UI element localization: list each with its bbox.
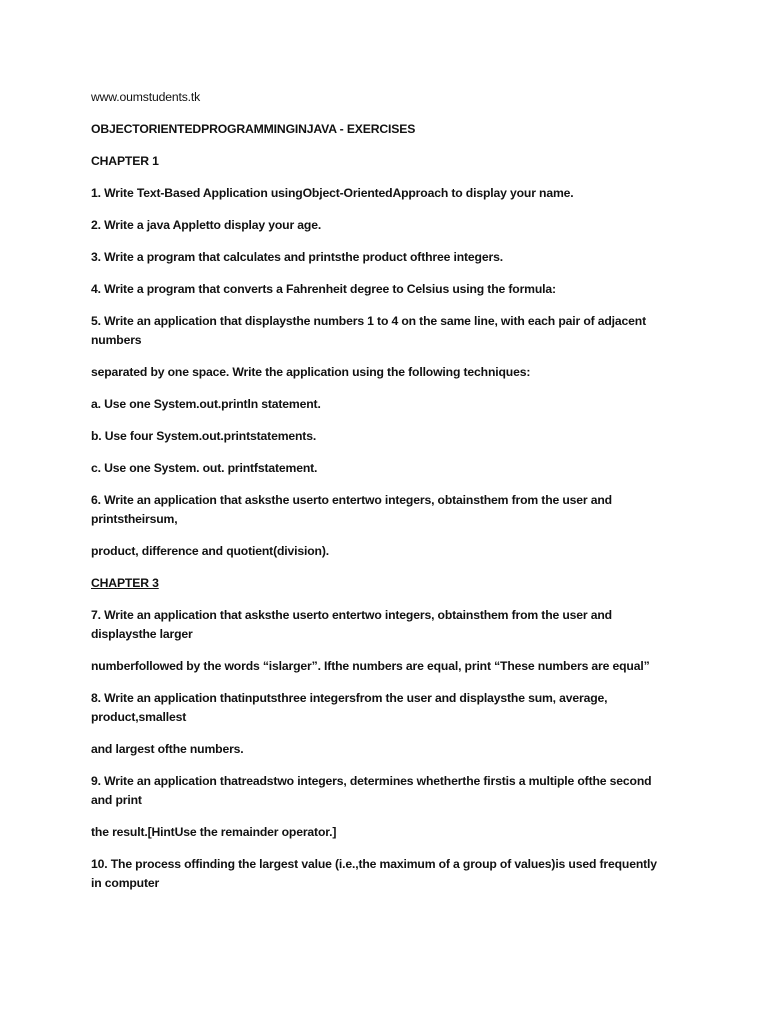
exercise-7-line-3: numberfollowed by the words “islarger”. Ifthe numbers are equal, print “These numbers are equal” <box>91 659 650 673</box>
document-page <box>91 88 691 893</box>
exercise-3: 3. Write a program that calculates and printsthe product ofthree integers. <box>91 250 503 264</box>
exercise-5-line-3: separated by one space. Write the application using the following techniques: <box>91 365 531 379</box>
chapter-1-heading: CHAPTER 1 <box>91 154 159 168</box>
exercise-5-line-1: 5. Write an application that displaysthe numbers 1 to 4 on the same line, with each pair of adjacent <box>91 314 647 328</box>
exercise-8-line-3: and largest ofthe numbers. <box>91 742 244 756</box>
exercise-5b: b. Use four System.out.printstatements. <box>91 429 317 443</box>
site-url: www.oumstudents.tk <box>91 90 201 104</box>
exercise-9-line-3: the result.[HintUse the remainder operator.] <box>91 825 337 839</box>
exercise-5c: c. Use one System. out. printfstatement. <box>91 461 318 475</box>
exercise-5a: a. Use one System.out.println statement. <box>91 397 321 411</box>
exercise-2: 2. Write a java Appletto display your age. <box>91 218 322 232</box>
exercise-7-line-2: displaysthe larger <box>91 627 193 641</box>
exercise-9-line-2: and print <box>91 793 142 807</box>
exercise-9-line-1: 9. Write an application thatreadstwo integers, determines whetherthe firstis a multiple ofthe second <box>91 774 652 788</box>
exercise-6-line-2: printstheirsum, <box>91 512 178 526</box>
exercise-6-line-3: product, difference and quotient(division). <box>91 544 329 558</box>
exercise-7-line-1: 7. Write an application that asksthe userto entertwo integers, obtainsthem from the user and <box>91 608 612 622</box>
exercise-10-line-2: in computer <box>91 876 160 890</box>
exercise-4: 4. Write a program that converts a Fahrenheit degree to Celsius using the formula: <box>91 282 556 296</box>
exercise-10-line-1: 10. The process offinding the largest value (i.e.,the maximum of a group of values)is used frequently <box>91 857 657 871</box>
exercise-5-line-2: numbers <box>91 333 142 347</box>
exercise-8-line-2: product,smallest <box>91 710 187 724</box>
document-title: OBJECTORIENTEDPROGRAMMINGINJAVA - EXERCISES <box>91 122 416 136</box>
exercise-8-line-1: 8. Write an application thatinputsthree integersfrom the user and displaysthe sum, average, <box>91 691 608 705</box>
exercise-6-line-1: 6. Write an application that asksthe userto entertwo integers, obtainsthem from the user and <box>91 493 612 507</box>
chapter-3-heading: CHAPTER 3 <box>91 576 159 590</box>
exercise-1: 1. Write Text-Based Application usingObject-OrientedApproach to display your name. <box>91 186 574 200</box>
